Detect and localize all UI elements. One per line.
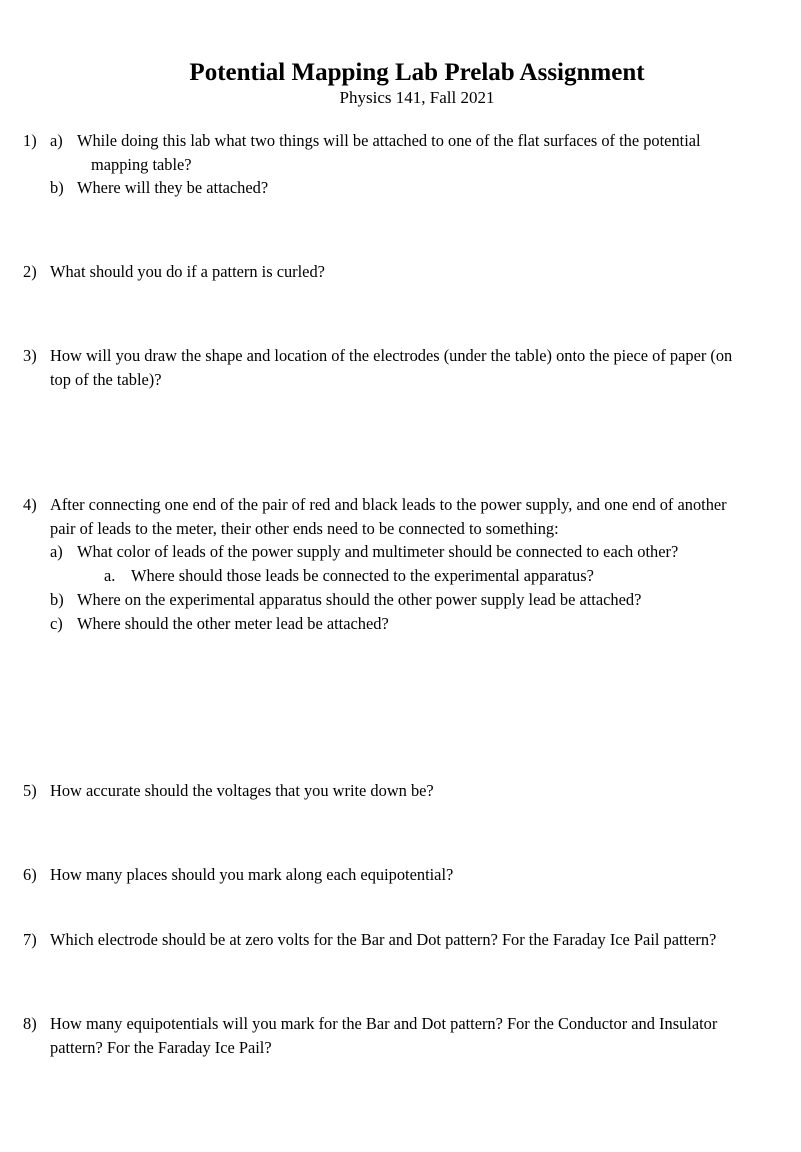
question-text: How will you draw the shape and location of the electrodes (under the table) onto the piece of paper (on (50, 346, 733, 365)
page-title: Potential Mapping Lab Prelab Assignment (189, 59, 645, 86)
question-text: Where should those leads be connected to the experimental apparatus? (131, 566, 594, 585)
question-text: How many equipotentials will you mark for the Bar and Dot pattern? For the Conductor and Insulator (50, 1014, 718, 1033)
page-subtitle: Physics 141, Fall 2021 (339, 88, 495, 107)
question-number: 3) (23, 346, 37, 365)
question-text: pattern? For the Faraday Ice Pail? (50, 1038, 272, 1057)
question-number: 1) (23, 131, 37, 150)
part-label: b) (50, 590, 64, 609)
question-text: While doing this lab what two things will be attached to one of the flat surfaces of the potential (77, 131, 701, 150)
question-number: 6) (23, 865, 37, 884)
question-text: Where will they be attached? (77, 178, 269, 197)
question-number: 5) (23, 781, 37, 800)
question-text: top of the table)? (50, 370, 162, 389)
part-label: b) (50, 178, 64, 197)
subpart-label: a. (104, 566, 116, 585)
question-number: 8) (23, 1014, 37, 1033)
part-label: a) (50, 131, 63, 150)
part-label: c) (50, 614, 63, 633)
question-text: mapping table? (91, 155, 192, 174)
question-text: How many places should you mark along each equipotential? (50, 865, 454, 884)
part-label: a) (50, 542, 63, 561)
question-text: Which electrode should be at zero volts for the Bar and Dot pattern? For the Faraday Ice Pail pattern? (50, 930, 717, 949)
question-text: What should you do if a pattern is curled? (50, 262, 325, 281)
question-text: After connecting one end of the pair of red and black leads to the power supply, and one end of another (50, 495, 727, 514)
question-text: What color of leads of the power supply and multimeter should be connected to each other? (77, 542, 679, 561)
question-text: How accurate should the voltages that you write down be? (50, 781, 434, 800)
question-text: pair of leads to the meter, their other ends need to be connected to something: (50, 519, 559, 538)
question-text: Where should the other meter lead be attached? (77, 614, 389, 633)
question-text: Where on the experimental apparatus should the other power supply lead be attached? (77, 590, 642, 609)
question-number: 7) (23, 930, 37, 949)
question-number: 4) (23, 495, 37, 514)
question-number: 2) (23, 262, 37, 281)
